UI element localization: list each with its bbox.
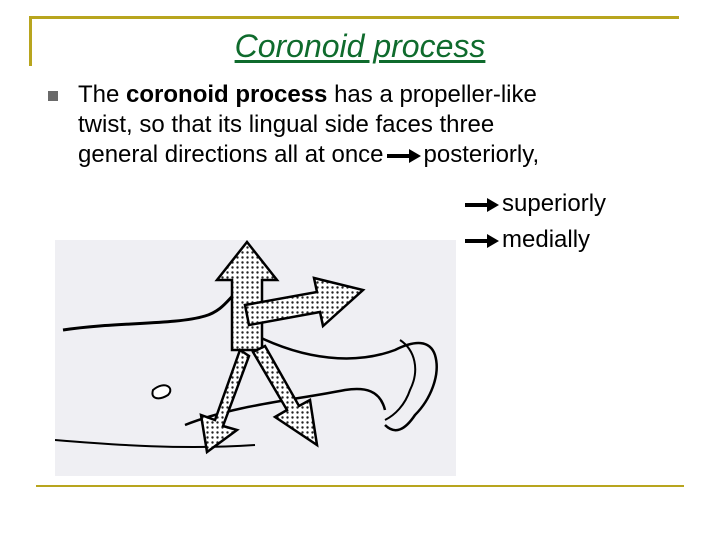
arrow-right-icon (465, 197, 499, 213)
direction-line-medially (462, 225, 590, 255)
bullet-line-3 (78, 140, 678, 170)
line3-text: general directions all at once (78, 141, 384, 168)
coronoid-drawing (55, 240, 456, 476)
bullet-square (48, 91, 58, 101)
bullet-line-1 (78, 80, 678, 110)
direction-line-superiorly (462, 189, 606, 219)
bullet-line-2: twist, so that its lingual side faces three (78, 111, 495, 138)
intro-text: The (78, 81, 127, 108)
slide-title: Coronoid process (234, 28, 486, 64)
line1-rest: has a propeller-like (327, 81, 537, 108)
bullet-text (78, 80, 678, 170)
direction-posteriorly: posteriorly, (423, 141, 540, 168)
frame-bottom-rule (36, 485, 684, 487)
frame-top-rule (29, 16, 679, 19)
coronoid-term: coronoid process (126, 81, 328, 108)
arrow-right-icon (387, 148, 421, 164)
coronoid-illustration (55, 240, 456, 476)
arrow-right-icon (465, 233, 499, 249)
direction-superiorly: superiorly (502, 190, 607, 217)
direction-medially: medially (502, 226, 591, 253)
